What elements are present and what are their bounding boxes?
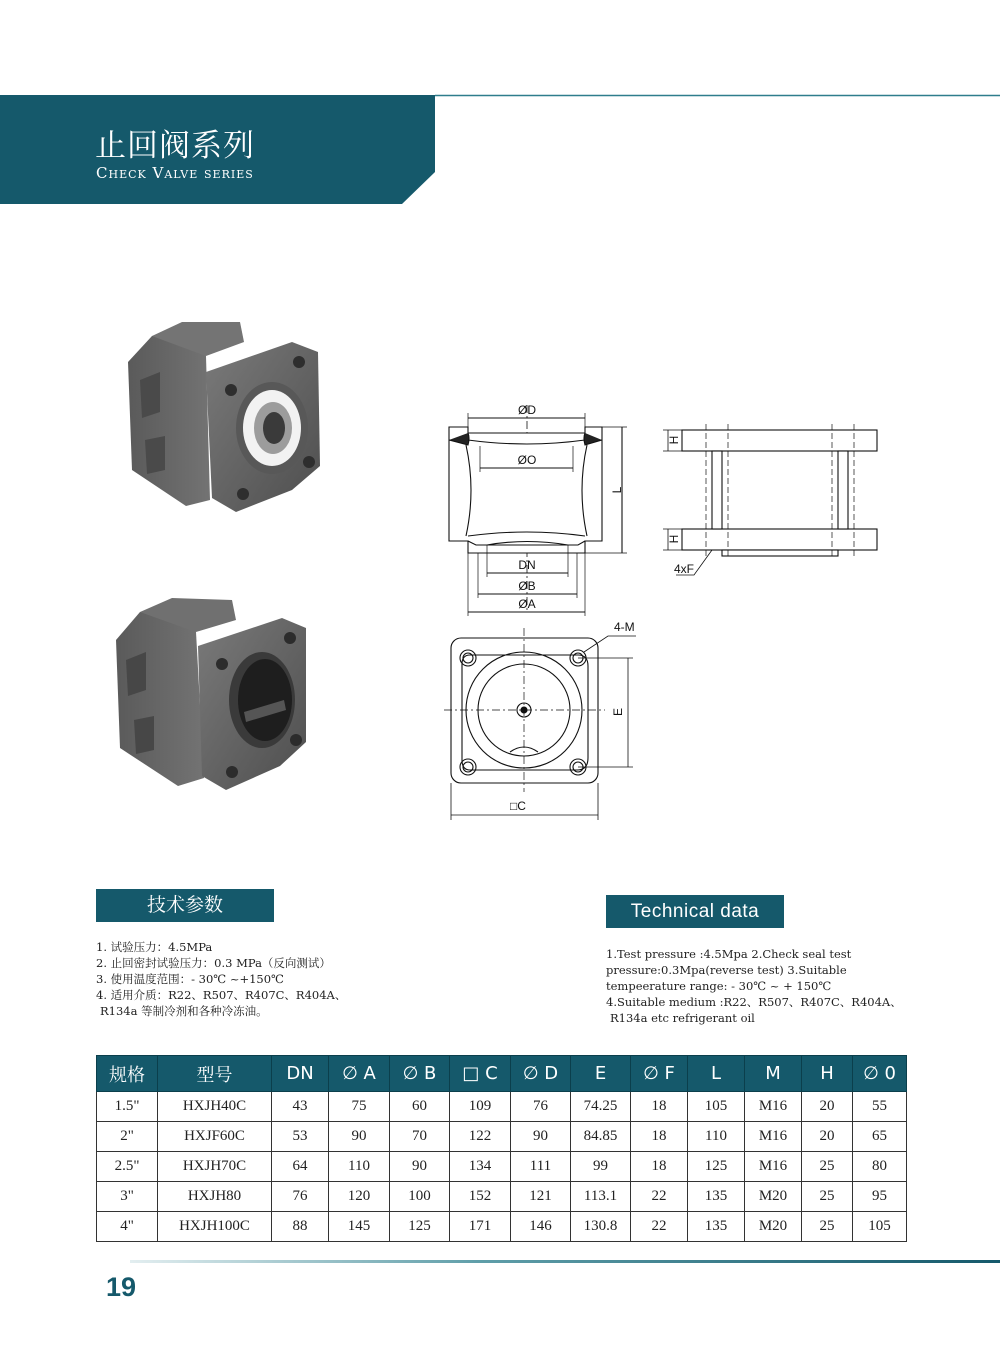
table-cell: 109 bbox=[450, 1092, 511, 1122]
tech-line: R134a 等制冷剂和各种冷冻油。 bbox=[100, 1004, 268, 1018]
table-cell: 70 bbox=[390, 1122, 450, 1152]
table-cell: 18 bbox=[631, 1092, 688, 1122]
table-cell: 76 bbox=[272, 1182, 329, 1212]
table-row bbox=[97, 1152, 907, 1182]
table-cell: 65 bbox=[853, 1122, 907, 1152]
table-cell: 130.8 bbox=[571, 1212, 631, 1242]
label-od: ØD bbox=[518, 403, 536, 417]
label-l: L bbox=[610, 486, 624, 494]
label-h-top: H bbox=[667, 435, 681, 445]
end-view-drawing bbox=[444, 628, 636, 820]
page-title: 止回阀系列 bbox=[95, 128, 255, 164]
table-row bbox=[97, 1122, 907, 1152]
table-header-cell: M bbox=[745, 1056, 802, 1092]
table-cell: 100 bbox=[390, 1182, 450, 1212]
label-e: E bbox=[611, 707, 625, 717]
table-cell: 74.25 bbox=[571, 1092, 631, 1122]
table-cell: 90 bbox=[329, 1122, 390, 1152]
table-row bbox=[97, 1092, 907, 1122]
table-cell: HXJH100C bbox=[158, 1212, 272, 1242]
label-h-bottom: H bbox=[667, 534, 681, 544]
tech-spec-cn bbox=[96, 939, 346, 1019]
tech-line: 1.Test pressure :4.5Mpa 2.Check seal test bbox=[606, 947, 852, 961]
table-cell: 53 bbox=[272, 1122, 329, 1152]
table-cell: 4" bbox=[97, 1212, 158, 1242]
page-subtitle: Check Valve series bbox=[96, 164, 254, 182]
table-cell: 2.5" bbox=[97, 1152, 158, 1182]
table-cell: HXJH80 bbox=[158, 1182, 272, 1212]
table-cell: 1.5" bbox=[97, 1092, 158, 1122]
table-cell: 88 bbox=[272, 1212, 329, 1242]
label-4xf: 4xF bbox=[674, 562, 695, 576]
table-cell: 105 bbox=[853, 1212, 907, 1242]
table-cell: 95 bbox=[853, 1182, 907, 1212]
table-cell: 145 bbox=[329, 1212, 390, 1242]
section-heading-cn: 技术参数 bbox=[96, 889, 274, 922]
label-oo: ØO bbox=[517, 453, 537, 467]
table-cell: 113.1 bbox=[571, 1182, 631, 1212]
tech-line: pressure:0.3Mpa(reverse test) 3.Suitable bbox=[606, 963, 847, 977]
table-header-cell: E bbox=[571, 1056, 631, 1092]
table-cell: HXJH70C bbox=[158, 1152, 272, 1182]
table-cell: 80 bbox=[853, 1152, 907, 1182]
table-cell: 125 bbox=[688, 1152, 745, 1182]
spec-table bbox=[96, 1055, 907, 1242]
table-body bbox=[97, 1092, 907, 1242]
table-cell: 152 bbox=[450, 1182, 511, 1212]
tech-line: R134a etc refrigerant oil bbox=[610, 1011, 755, 1025]
table-header-cell: 型号 bbox=[158, 1056, 272, 1092]
table-cell: 18 bbox=[631, 1152, 688, 1182]
table-header-cell: □ C bbox=[450, 1056, 511, 1092]
section-view-drawing bbox=[449, 405, 627, 616]
valve-photo-top bbox=[128, 322, 320, 512]
table-cell: 43 bbox=[272, 1092, 329, 1122]
tech-line: 4. 适用介质：R22、R507、R407C、R404A、 bbox=[96, 988, 347, 1002]
label-dn: DN bbox=[518, 558, 536, 572]
table-cell: 122 bbox=[450, 1122, 511, 1152]
table-cell: 22 bbox=[631, 1182, 688, 1212]
table-header-cell: ∅ D bbox=[511, 1056, 571, 1092]
table-cell: 22 bbox=[631, 1212, 688, 1242]
table-cell: HXJF60C bbox=[158, 1122, 272, 1152]
table-cell: 2" bbox=[97, 1122, 158, 1152]
table-cell: HXJH40C bbox=[158, 1092, 272, 1122]
table-header-cell: ∅ 0 bbox=[853, 1056, 907, 1092]
valve-photo-bottom bbox=[116, 598, 306, 790]
table-cell: 18 bbox=[631, 1122, 688, 1152]
section-heading-en: Technical data bbox=[606, 895, 784, 928]
table-cell: 125 bbox=[390, 1212, 450, 1242]
table-header-cell: H bbox=[802, 1056, 853, 1092]
table-header-cell: DN bbox=[272, 1056, 329, 1092]
table-header-cell: ∅ F bbox=[631, 1056, 688, 1092]
label-ob: ØB bbox=[518, 579, 536, 593]
table-cell: 25 bbox=[802, 1212, 853, 1242]
label-c: □C bbox=[510, 799, 526, 813]
table-cell: 90 bbox=[390, 1152, 450, 1182]
table-cell: 60 bbox=[390, 1092, 450, 1122]
table-row bbox=[97, 1212, 907, 1242]
label-4m: 4-M bbox=[614, 620, 635, 634]
table-cell: 25 bbox=[802, 1152, 853, 1182]
table-cell: 111 bbox=[511, 1152, 571, 1182]
table-header-cell: ∅ B bbox=[390, 1056, 450, 1092]
table-cell: M16 bbox=[745, 1152, 802, 1182]
table-cell: 110 bbox=[329, 1152, 390, 1182]
table-cell: 20 bbox=[802, 1092, 853, 1122]
table-cell: 84.85 bbox=[571, 1122, 631, 1152]
table-cell: 105 bbox=[688, 1092, 745, 1122]
side-view-drawing bbox=[663, 424, 877, 575]
table-cell: 99 bbox=[571, 1152, 631, 1182]
table-cell: 135 bbox=[688, 1212, 745, 1242]
table-cell: M16 bbox=[745, 1122, 802, 1152]
tech-line: tempeerature range: - 30℃ ~ + 150℃ bbox=[606, 979, 832, 993]
table-header-cell: L bbox=[688, 1056, 745, 1092]
table-cell: 135 bbox=[688, 1182, 745, 1212]
table-cell: M20 bbox=[745, 1182, 802, 1212]
table-cell: M20 bbox=[745, 1212, 802, 1242]
table-cell: 20 bbox=[802, 1122, 853, 1152]
tech-spec-en bbox=[606, 946, 902, 1026]
footer-rule bbox=[130, 1260, 1000, 1263]
tech-line: 4.Suitable medium :R22、R507、R407C、R404A、 bbox=[606, 995, 902, 1009]
table-cell: 134 bbox=[450, 1152, 511, 1182]
table-cell: 171 bbox=[450, 1212, 511, 1242]
table-cell: 75 bbox=[329, 1092, 390, 1122]
table-cell: 110 bbox=[688, 1122, 745, 1152]
tech-line: 3. 使用温度范围：- 30℃ ~+150℃ bbox=[96, 972, 284, 986]
table-header-cell: ∅ A bbox=[329, 1056, 390, 1092]
table-cell: 64 bbox=[272, 1152, 329, 1182]
tech-line: 1. 试验压力：4.5MPa bbox=[96, 940, 213, 954]
table-cell: 25 bbox=[802, 1182, 853, 1212]
table-cell: 55 bbox=[853, 1092, 907, 1122]
table-cell: 120 bbox=[329, 1182, 390, 1212]
page-number: 19 bbox=[106, 1272, 137, 1302]
table-header-row bbox=[97, 1056, 907, 1092]
table-cell: 121 bbox=[511, 1182, 571, 1212]
tech-line: 2. 止回密封试验压力：0.3 MPa（反向测试） bbox=[96, 956, 331, 970]
table-header-cell: 规格 bbox=[97, 1056, 158, 1092]
table-cell: 146 bbox=[511, 1212, 571, 1242]
table-row bbox=[97, 1182, 907, 1212]
table-cell: 90 bbox=[511, 1122, 571, 1152]
table-cell: 76 bbox=[511, 1092, 571, 1122]
table-cell: M16 bbox=[745, 1092, 802, 1122]
label-oa: ØA bbox=[518, 597, 536, 611]
table-cell: 3" bbox=[97, 1182, 158, 1212]
